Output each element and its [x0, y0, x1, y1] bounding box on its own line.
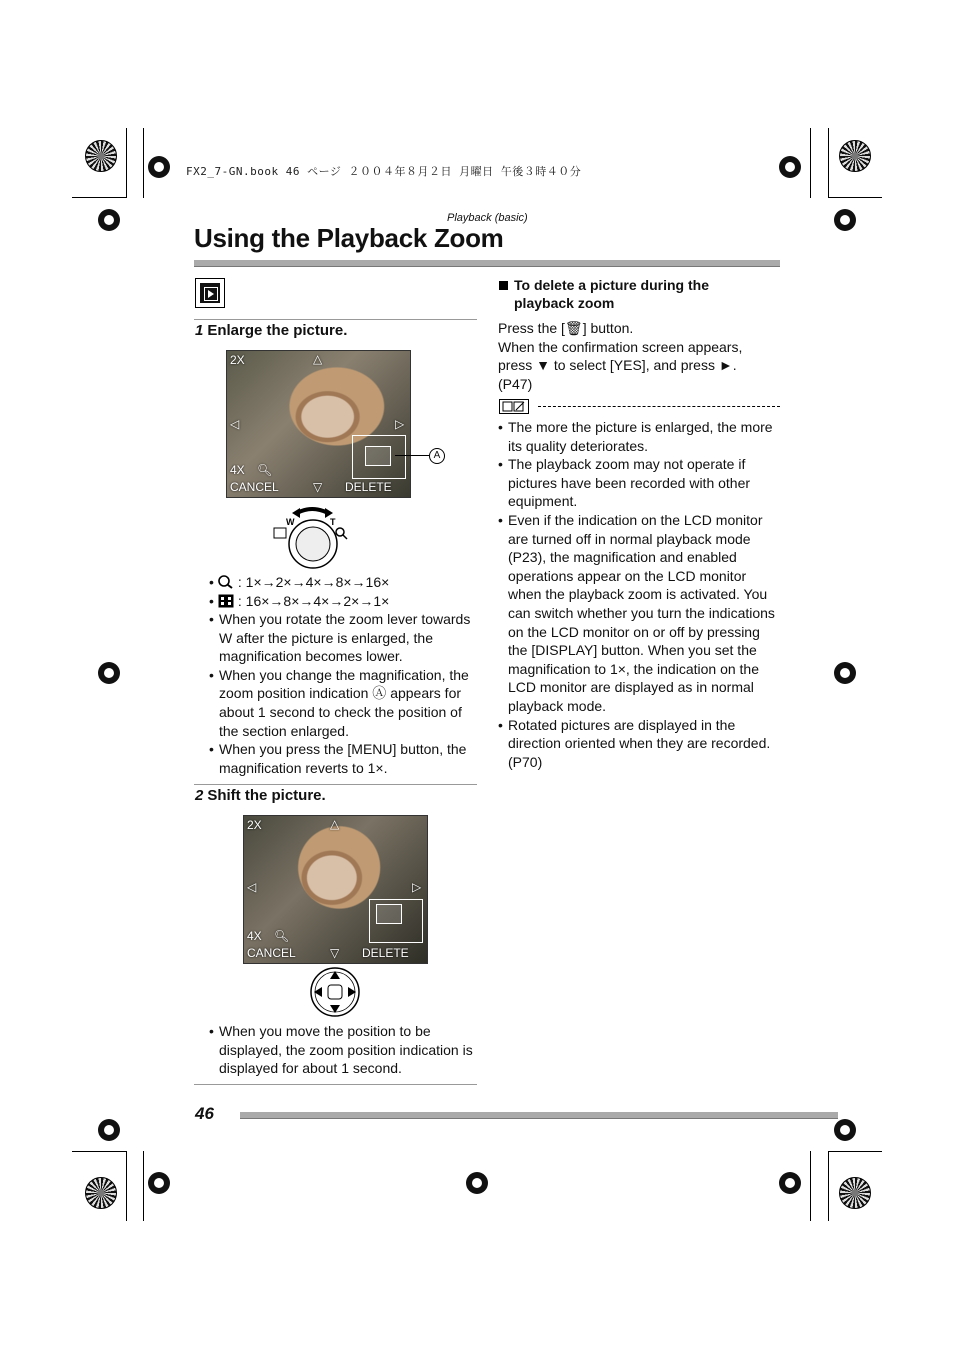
crop-line: [810, 128, 811, 198]
right-arrow-icon: ▷: [395, 417, 405, 431]
zoom-out-sequence: • : 16×→8×→4×→2×→1×: [209, 593, 390, 609]
lever-inner: [296, 527, 330, 561]
zoom-level-label: 2X: [247, 818, 262, 832]
list-item: • Even if the indication on the LCD monitor are turned off in normal playback mode (P23), the magnification and enabled operations appear on the LCD monitor when the playback zoom is activated. You can switch whether you turn the indications on the LCD monitor on or off by pressing the [DISPLAY] button. When you set the magnification to 1×, the indication on the LCD monitor are displayed as in normal playback mode.: [498, 511, 780, 716]
section-label: Playback (basic): [447, 212, 528, 224]
crop-line: [126, 128, 127, 198]
registration-rosette-br: [839, 1177, 871, 1209]
registration-crosshair: [98, 1119, 120, 1141]
registration-crosshair: [834, 662, 856, 684]
zoom-position-indicator: [352, 435, 406, 479]
magnifier-icon: 🔍︎: [274, 929, 290, 943]
note-dashed-rule: [538, 406, 780, 407]
footer-rule: [240, 1112, 838, 1119]
registration-rosette-tr: [839, 140, 871, 172]
list-item: • When you change the magnification, the zoom position indication Ⓐ appears for about 1 second to check the position of the section enlarged.: [209, 666, 479, 740]
list-item: • Rotated pictures are displayed in the direction oriented when they are recorded. (P70): [498, 716, 780, 772]
crop-line: [828, 128, 829, 198]
multi-display-icon: [218, 594, 234, 608]
square-bullet-icon: [499, 281, 508, 290]
notes-list: [498, 418, 780, 771]
instruction-line: When the confirmation screen appears,: [498, 338, 743, 355]
delete-heading-line-1: To delete a picture during the: [514, 277, 709, 293]
registration-crosshair: [779, 156, 801, 178]
registration-rosette-bl: [85, 1177, 117, 1209]
step-1-heading: [195, 322, 347, 339]
left-notes: [209, 610, 479, 777]
step-2-heading: [195, 787, 326, 804]
right-arrow-icon: ▷: [412, 880, 422, 894]
cursor-center-button: [328, 985, 342, 999]
up-arrow-icon: △: [330, 817, 340, 831]
list-item: • The more the picture is enlarged, the more its quality deteriorates.: [498, 418, 780, 455]
lever-w-label: W: [286, 517, 295, 527]
wide-icon: [274, 528, 286, 538]
delete-instructions: [498, 319, 783, 393]
step-number: 1: [195, 322, 204, 339]
page-title: Using the Playback Zoom: [194, 223, 504, 253]
up-arrow-icon: △: [313, 352, 323, 366]
registration-crosshair: [466, 1172, 488, 1194]
left-arrow-icon: ◁: [247, 880, 257, 894]
zoom-level-label: 4X: [247, 929, 262, 943]
instruction-line: press ▼ to select [YES], and press ►.: [498, 357, 737, 374]
registration-crosshair: [834, 209, 856, 231]
left-arrow-icon: ◁: [230, 417, 240, 431]
list-item: • When you press the [MENU] button, the magnification reverts to 1×.: [209, 740, 479, 777]
crop-line: [143, 1151, 144, 1221]
zoom-level-label: 2X: [230, 353, 245, 367]
crop-line: [828, 197, 882, 198]
down-arrow-icon: ▽: [313, 480, 323, 494]
playback-mode-icon: [195, 278, 225, 308]
zoom-position-window: [365, 446, 391, 466]
magnifier-icon: [218, 575, 234, 589]
lever-arc-icon: [297, 509, 328, 513]
note-icon: [499, 399, 529, 414]
step-number: 2: [195, 787, 204, 804]
down-arrow-icon: ▽: [330, 946, 340, 960]
tele-magnifier-icon: [336, 528, 344, 536]
print-header: FX2_7-GN.book 46 ページ ２００４年８月２日 月曜日 午後３時４０分: [186, 165, 582, 178]
step2-notes: [209, 1022, 479, 1078]
zoom-in-sequence: • : 1×→2×→4×→8×→16×: [209, 574, 390, 590]
crop-line: [143, 128, 144, 198]
divider: [194, 1084, 477, 1085]
crop-line: [810, 1151, 811, 1221]
divider: [194, 319, 477, 320]
registration-rosette-tl: [85, 140, 117, 172]
title-rule: [194, 260, 780, 267]
zoom-out-values: : 16×→8×→4×→2×→1×: [237, 593, 390, 609]
playback-screen-shifted: [243, 815, 428, 964]
zoom-position-indicator: [369, 899, 423, 943]
zoom-position-window: [376, 904, 402, 924]
registration-crosshair: [148, 1172, 170, 1194]
delete-label: DELETE: [345, 480, 392, 494]
callout-line: [395, 455, 429, 456]
list-item: • When you rotate the zoom lever towards W after the picture is enlarged, the magnification becomes lower.: [209, 610, 479, 666]
registration-crosshair: [98, 209, 120, 231]
playback-screen-enlarged: [226, 350, 411, 498]
crop-line: [828, 1151, 829, 1221]
registration-crosshair: [779, 1172, 801, 1194]
lever-t-label: T: [330, 517, 336, 527]
list-item: • When you move the position to be displayed, the zoom position indication is displayed for about 1 second.: [209, 1022, 479, 1078]
zoom-in-values: : 1×→2×→4×→8×→16×: [237, 574, 390, 590]
delete-heading: [499, 276, 709, 312]
cancel-label: CANCEL: [247, 946, 296, 960]
instruction-line: (P47): [498, 375, 533, 392]
step-label: Shift the picture.: [207, 787, 326, 804]
delete-heading-line-2: playback zoom: [514, 295, 615, 311]
step-label: Enlarge the picture.: [207, 322, 348, 339]
cursor-button-diagram: [309, 966, 361, 1018]
zoom-level-label: 4X: [230, 463, 245, 477]
instruction-line: Press the [🗑] button.: [498, 320, 634, 336]
callout-a: A: [429, 448, 445, 464]
list-item: • The playback zoom may not operate if pictures have been recorded with other equipment.: [498, 455, 780, 511]
crop-line: [72, 197, 126, 198]
zoom-lever-diagram: [270, 500, 360, 570]
delete-label: DELETE: [362, 946, 409, 960]
divider: [194, 784, 477, 785]
crop-line: [828, 1151, 882, 1152]
registration-crosshair: [98, 662, 120, 684]
cancel-label: CANCEL: [230, 480, 279, 494]
registration-crosshair: [148, 156, 170, 178]
crop-line: [72, 1151, 126, 1152]
crop-line: [126, 1151, 127, 1221]
magnifier-icon: 🔍︎: [257, 463, 273, 477]
page-number: 46: [195, 1104, 214, 1123]
registration-crosshair: [834, 1119, 856, 1141]
